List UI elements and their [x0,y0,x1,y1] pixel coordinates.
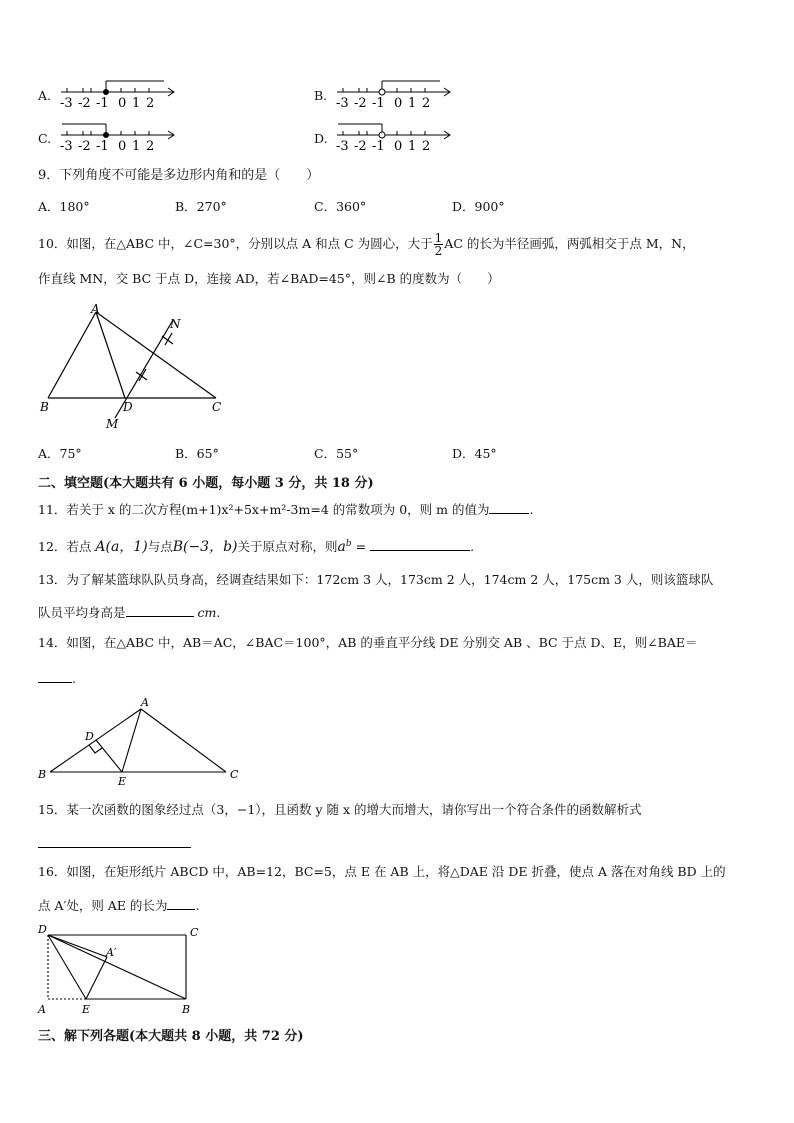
q8-option-c-numberline [58,121,183,153]
section-3-heading: 三、解下列各题(本大题共 8 小题，共 72 分) [38,1029,304,1044]
tick-label: 2 [146,96,155,110]
tick-label: 1 [408,139,417,153]
q10-option-c: C．55° [314,446,359,461]
q15-line1: 15．某一次函数的图象经过点（3，−1），且函数 y 随 x 的增大而增大，请你写出一个符合条件的函数解析式 [38,802,642,817]
tick-label: -1 [96,139,109,153]
tick-label: -1 [372,96,385,110]
tick-label: -1 [96,96,109,110]
label-e: E [118,775,127,786]
q10-option-b: B．65° [175,446,219,461]
label-c: C [212,400,222,414]
tick-label: 1 [132,96,141,110]
q9-option-a: A．180° [38,199,90,214]
label-b: B [40,400,49,414]
tick-label: -3 [60,139,73,153]
q14-line1: 14．如图，在△ABC 中，AB＝AC，∠BAC＝100°，AB 的垂直平分线 DE 分别交 AB 、BC 于点 D、E，则∠BAE＝ [38,635,698,650]
q10-triangle-figure [36,300,236,432]
q8-option-b-numberline [334,78,459,110]
label-d: D [85,730,94,743]
q11: 11．若关于 x 的二次方程(m+1)x²+5x+m²-3m=4 的常数项为 0，则 m 的值为 . [38,499,533,519]
label-a: A [91,302,100,316]
tick-label: -3 [336,139,349,153]
q10-line1: 10．如图，在△ABC 中，∠C=30°，分别以点 A 和点 C 为圆心，大于 $\frac{1}{2}$ AC 的长为半径画弧，两弧相交于点 M，N， [38,231,695,258]
label-a-prime: A′ [106,946,117,959]
label-e: E [82,1003,91,1016]
q8-option-b-label: B. [314,88,328,103]
q8-option-d-label: D. [314,131,328,146]
tick-label: 0 [118,139,127,153]
tick-label: -3 [336,96,349,110]
tick-label: -2 [78,139,91,153]
label-d: D [123,400,133,414]
q14-line2: . [38,668,76,688]
tick-label: 2 [422,96,431,110]
q16-line2: 点 A′处，则 AE 的长为 . [38,895,199,915]
tick-label: 1 [408,96,417,110]
tick-label: 1 [132,139,141,153]
q13-line1: 13．为了解某篮球队队员身高，经调查结果如下：172cm 3 人，173cm 2 人，174cm 2 人，175cm 3 人，则该篮球队 [38,572,714,587]
q9-option-c: C．360° [314,199,367,214]
q9-option-d: D．900° [452,199,505,214]
label-b: B [182,1003,191,1016]
tick-label: 2 [422,139,431,153]
tick-label: -2 [354,139,367,153]
answer-blank [38,668,72,683]
q13-line2: 队员平均身高是 cm. [38,602,220,622]
label-m: M [106,417,119,431]
label-a: A [141,696,149,709]
answer-blank [370,536,470,551]
q10-option-a: A．75° [38,446,82,461]
answer-blank [38,847,191,848]
section-2-heading: 二、填空题(本大题共有 6 小题，每小题 3 分，共 18 分) [38,476,374,491]
q9-stem: 9．下列角度不可能是多边形内角和的是（ ） [38,168,320,183]
tick-label: 0 [394,96,403,110]
answer-blank [167,895,195,910]
tick-label: 0 [118,96,127,110]
label-d: D [38,923,47,936]
tick-label: -2 [78,96,91,110]
tick-label: -2 [354,96,367,110]
q8-option-d-numberline [334,121,459,153]
label-b: B [38,768,47,781]
tick-label: 0 [394,139,403,153]
q8-option-a-numberline [58,78,183,110]
q10-line2: 作直线 MN，交 BC 于点 D，连接 AD，若∠BAD=45°，则∠B 的度数为（ ） [38,271,500,286]
label-n: N [170,317,181,331]
q16-rectangle-figure [34,920,214,1020]
q16-line1: 16．如图，在矩形纸片 ABCD 中，AB=12，BC=5，点 E 在 AB 上，将△DAE 沿 DE 折叠，使点 A 落在对角线 BD 上的 [38,864,726,879]
label-c: C [230,768,239,781]
tick-label: -1 [372,139,385,153]
answer-blank [126,602,194,617]
tick-label: 2 [146,139,155,153]
q8-option-c-label: C. [38,131,52,146]
q9-option-b: B．270° [175,199,227,214]
answer-blank [489,499,529,514]
q8-option-a-label: A. [38,88,52,103]
tick-label: -3 [60,96,73,110]
q10-option-d: D．45° [452,446,497,461]
label-c: C [190,926,199,939]
q12: 12．若点 A(a，1)与点B(−3，b)关于原点对称，则$a^b$ = . [38,535,474,556]
fraction-half: $\frac{1}{2}$ [434,231,443,258]
label-a: A [38,1003,46,1016]
q14-triangle-figure [34,694,244,786]
